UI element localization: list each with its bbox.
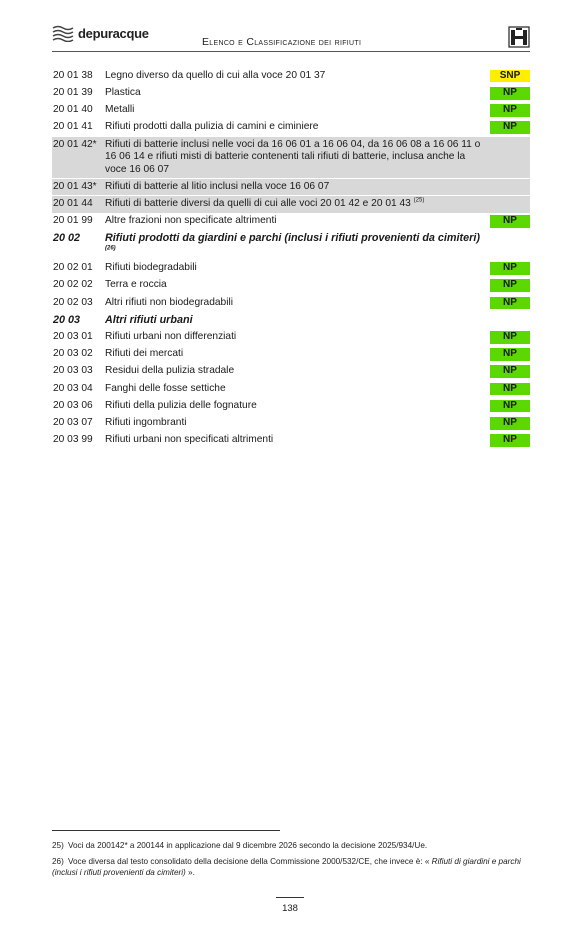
building-h-icon xyxy=(508,26,530,48)
waste-description xyxy=(105,365,490,378)
waste-code: 20 01 38 xyxy=(53,69,93,81)
waste-code: 20 03 02 xyxy=(53,348,93,360)
table-row xyxy=(52,364,530,380)
description-text: Residui della pulizia stradale xyxy=(105,365,235,377)
logo xyxy=(52,24,149,42)
description-text: Legno diverso da quello di cui alla voce 20 01 37 xyxy=(105,69,326,81)
waste-code: 20 02 03 xyxy=(53,296,93,308)
description-text: Altri rifiuti non biodegradabili xyxy=(105,296,233,308)
classification-empty xyxy=(490,314,530,327)
waste-table xyxy=(52,68,530,450)
table-row xyxy=(52,346,530,362)
table-row xyxy=(52,329,530,345)
group-row xyxy=(52,312,530,328)
footnote-number: 25) xyxy=(52,841,64,850)
waste-code: 20 03 xyxy=(53,313,81,326)
waste-code: 20 01 41 xyxy=(53,121,93,133)
classification-badge: NP xyxy=(490,262,530,275)
depuracque-logo-icon xyxy=(52,24,74,42)
description-text: Rifiuti di batterie inclusi nelle voci da 16 06 01 a 16 06 04, da 16 06 08 a 16 06 11 o 16 06 14 e rifiuti misti di batterie contenenti tali rifiuti di batterie, inclusa anche la voce 16 06 07 xyxy=(105,138,481,175)
waste-description xyxy=(105,262,490,275)
waste-description xyxy=(105,348,490,361)
description-text: Rifiuti di batterie diversi da quelli di cui alle voci 20 01 42 e 20 01 43 xyxy=(105,198,411,210)
description-text: Rifiuti urbani non differenziati xyxy=(105,331,237,343)
waste-description xyxy=(105,198,490,211)
table-row xyxy=(52,278,530,294)
classification-badge: NP xyxy=(490,417,530,430)
waste-code: 20 01 44 xyxy=(53,198,93,210)
classification-badge: NP xyxy=(490,104,530,117)
footnote-text: Voce diversa dal testo consolidato della decisione della Commissione 2000/532/CE, che invece è: « xyxy=(68,857,432,866)
classification-empty xyxy=(490,181,530,194)
table-row xyxy=(52,196,530,212)
footnotes xyxy=(52,840,530,883)
waste-code: 20 03 06 xyxy=(53,399,93,411)
classification-empty xyxy=(490,139,530,177)
classification-badge: NP xyxy=(490,365,530,378)
waste-description xyxy=(105,232,490,257)
classification-badge: NP xyxy=(490,279,530,292)
waste-description xyxy=(105,331,490,344)
description-text: Rifiuti della pulizia delle fognature xyxy=(105,399,257,411)
table-row xyxy=(52,398,530,414)
classification-badge: NP xyxy=(490,383,530,396)
description-text: Rifiuti urbani non specificati altrimenti xyxy=(105,434,274,446)
classification-badge: SNP xyxy=(490,70,530,83)
waste-code: 20 03 04 xyxy=(53,382,93,394)
table-row xyxy=(52,415,530,431)
footnote-25 xyxy=(52,840,530,851)
classification-badge: NP xyxy=(490,121,530,134)
waste-description xyxy=(105,434,490,447)
description-text: Rifiuti biodegradabili xyxy=(105,262,197,274)
description-text: Rifiuti prodotti dalla pulizia di camini e ciminiere xyxy=(105,121,319,133)
footnote-tail: ». xyxy=(185,868,195,877)
waste-code: 20 02 02 xyxy=(53,279,93,291)
footnote-ref: (25) xyxy=(413,197,425,204)
waste-description xyxy=(105,215,490,228)
table-row xyxy=(52,295,530,311)
waste-description xyxy=(105,70,490,83)
waste-description xyxy=(105,104,490,117)
footnote-divider xyxy=(52,830,280,831)
classification-badge: NP xyxy=(490,215,530,228)
waste-description xyxy=(105,383,490,396)
page-title: Elenco e Classificazione dei rifiuti xyxy=(202,36,362,48)
waste-code: 20 03 03 xyxy=(53,365,93,377)
description-text: Altri rifiuti urbani xyxy=(105,313,193,326)
classification-badge: NP xyxy=(490,297,530,310)
table-row xyxy=(52,68,530,84)
description-text: Rifiuti ingombranti xyxy=(105,416,187,428)
waste-code: 20 02 01 xyxy=(53,262,93,274)
page-number: 138 xyxy=(282,903,298,914)
row-separator xyxy=(52,449,530,450)
waste-code: 20 02 xyxy=(53,232,81,245)
waste-description xyxy=(105,314,490,327)
description-text: Altre frazioni non specificate altrimenti xyxy=(105,215,277,227)
description-text: Rifiuti prodotti da giardini e parchi (inclusi i rifiuti provenienti da cimiteri) xyxy=(105,232,480,245)
waste-description xyxy=(105,400,490,413)
waste-description xyxy=(105,297,490,310)
page-number-divider xyxy=(276,897,304,898)
waste-code: 20 01 42* xyxy=(53,138,97,150)
footnote-number: 26) xyxy=(52,857,64,866)
waste-code: 20 03 01 xyxy=(53,331,93,343)
classification-empty xyxy=(490,232,530,257)
description-text: Rifiuti dei mercati xyxy=(105,348,184,360)
description-text: Rifiuti di batterie al litio inclusi nella voce 16 06 07 xyxy=(105,180,330,192)
table-row xyxy=(52,260,530,276)
table-row xyxy=(52,85,530,101)
classification-badge: NP xyxy=(490,87,530,100)
table-row xyxy=(52,137,530,178)
table-row xyxy=(52,120,530,136)
table-row xyxy=(52,432,530,448)
classification-badge: NP xyxy=(490,348,530,361)
waste-description xyxy=(105,181,490,194)
classification-badge: NP xyxy=(490,434,530,447)
waste-description xyxy=(105,279,490,292)
waste-description xyxy=(105,417,490,430)
table-row xyxy=(52,102,530,118)
classification-badge: NP xyxy=(490,400,530,413)
classification-empty xyxy=(490,198,530,211)
waste-description xyxy=(105,121,490,134)
footnote-ref: (26) xyxy=(105,245,116,252)
waste-code: 20 01 43* xyxy=(53,180,97,192)
group-row xyxy=(52,231,530,260)
description-text: Metalli xyxy=(105,104,135,116)
description-text: Fanghi delle fosse settiche xyxy=(105,382,226,394)
footnote-26 xyxy=(52,856,530,878)
footnote-quote: Rifiuti di giardini e parchi (inclusi i rifiuti provenienti da cimiteri) xyxy=(52,857,521,877)
waste-description xyxy=(105,87,490,100)
waste-code: 20 01 40 xyxy=(53,104,93,116)
waste-description xyxy=(105,139,490,177)
description-text: Terra e roccia xyxy=(105,279,167,291)
waste-code: 20 01 39 xyxy=(53,86,93,98)
description-text: Plastica xyxy=(105,86,141,98)
footnote-text: Voci da 200142* a 200144 in applicazione dal 9 dicembre 2026 secondo la decisione 2025/934/Ue. xyxy=(68,841,428,850)
logo-text: depuracque xyxy=(78,25,149,41)
table-row xyxy=(52,179,530,195)
waste-code: 20 03 99 xyxy=(53,434,93,446)
page-header xyxy=(52,22,530,50)
waste-code: 20 01 99 xyxy=(53,215,93,227)
table-row xyxy=(52,381,530,397)
table-row xyxy=(52,214,530,230)
classification-badge: NP xyxy=(490,331,530,344)
waste-code: 20 03 07 xyxy=(53,416,93,428)
header-divider xyxy=(52,51,530,52)
